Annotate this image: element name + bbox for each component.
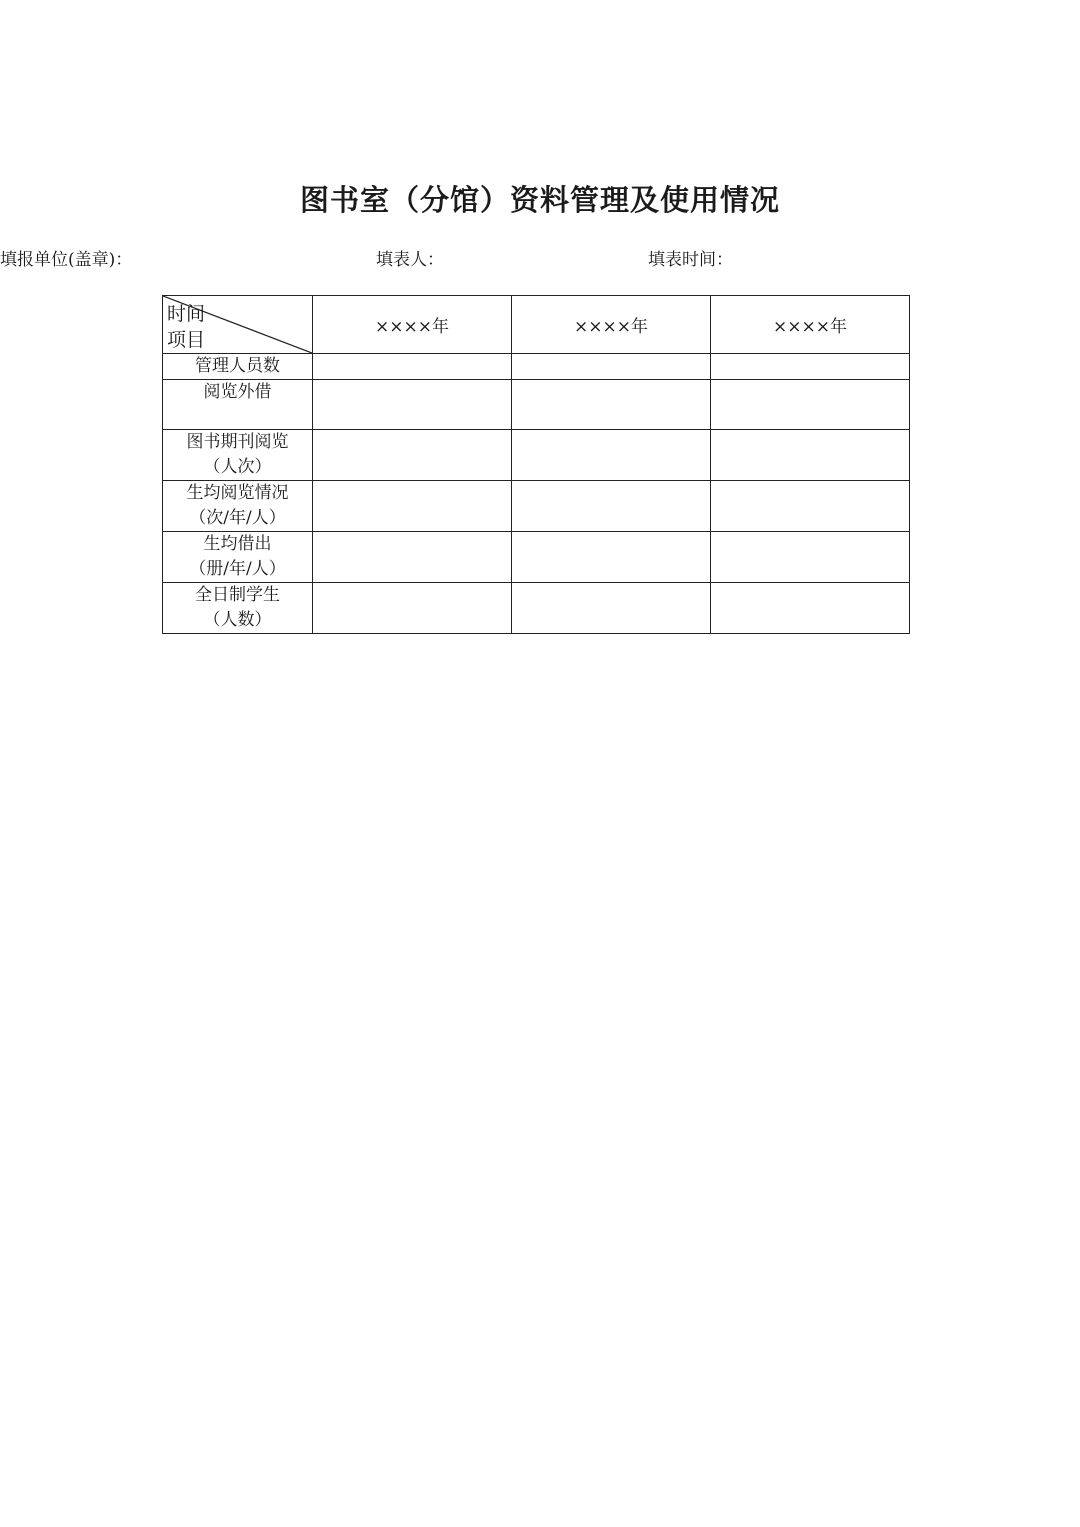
- row-label-line1: 图书期刊阅览: [186, 432, 289, 452]
- header-time-label: 时间: [167, 303, 206, 325]
- data-cell[interactable]: [313, 532, 512, 583]
- row-label-line1: 阅览外借: [203, 382, 272, 402]
- table-row: [163, 583, 910, 634]
- data-cell[interactable]: [512, 532, 711, 583]
- table-row: [163, 532, 910, 583]
- row-label-line1: 生均借出: [203, 534, 272, 554]
- data-cell[interactable]: [711, 380, 910, 430]
- data-cell[interactable]: [512, 481, 711, 532]
- data-cell[interactable]: [711, 532, 910, 583]
- fill-time-label: 填表时间：: [648, 250, 733, 270]
- row-label-line2: （次/年/人）: [189, 508, 286, 528]
- year-header-3: ××××年: [711, 296, 910, 354]
- table-row: [163, 354, 910, 380]
- row-label: [163, 380, 313, 430]
- row-label-line2: （人数）: [203, 610, 272, 630]
- row-label-line1: 全日制学生: [195, 585, 280, 605]
- row-label: [163, 430, 313, 481]
- row-label: [163, 481, 313, 532]
- table-row: [163, 430, 910, 481]
- data-cell[interactable]: [711, 354, 910, 380]
- data-cell[interactable]: [512, 430, 711, 481]
- row-label: [163, 532, 313, 583]
- data-cell[interactable]: [711, 583, 910, 634]
- row-label-line1: 生均阅览情况: [186, 483, 289, 503]
- library-stats-table: [162, 295, 910, 634]
- data-cell[interactable]: [313, 481, 512, 532]
- data-cell[interactable]: [313, 430, 512, 481]
- table-header-row: [163, 296, 910, 354]
- data-cell[interactable]: [313, 583, 512, 634]
- table-row: [163, 380, 910, 430]
- data-cell[interactable]: [512, 354, 711, 380]
- row-label: [163, 354, 313, 380]
- page-title: 图书室（分馆）资料管理及使用情况: [299, 183, 780, 217]
- data-cell[interactable]: [512, 380, 711, 430]
- data-cell[interactable]: [711, 430, 910, 481]
- data-cell[interactable]: [313, 380, 512, 430]
- table-row: [163, 481, 910, 532]
- reporting-unit-label: 填报单位(盖章)：: [0, 250, 133, 270]
- header-item-label: 项目: [167, 329, 206, 351]
- year-header-1: ××××年: [313, 296, 512, 354]
- row-label: [163, 583, 313, 634]
- filler-label: 填表人：: [376, 250, 444, 270]
- row-label-line2: （人次）: [203, 457, 272, 477]
- data-cell[interactable]: [313, 354, 512, 380]
- data-cell[interactable]: [711, 481, 910, 532]
- diagonal-header-cell: [163, 296, 313, 354]
- row-label-line2: （册/年/人）: [189, 559, 286, 579]
- year-header-2: ××××年: [512, 296, 711, 354]
- data-cell[interactable]: [512, 583, 711, 634]
- row-label-line1: 管理人员数: [195, 356, 280, 376]
